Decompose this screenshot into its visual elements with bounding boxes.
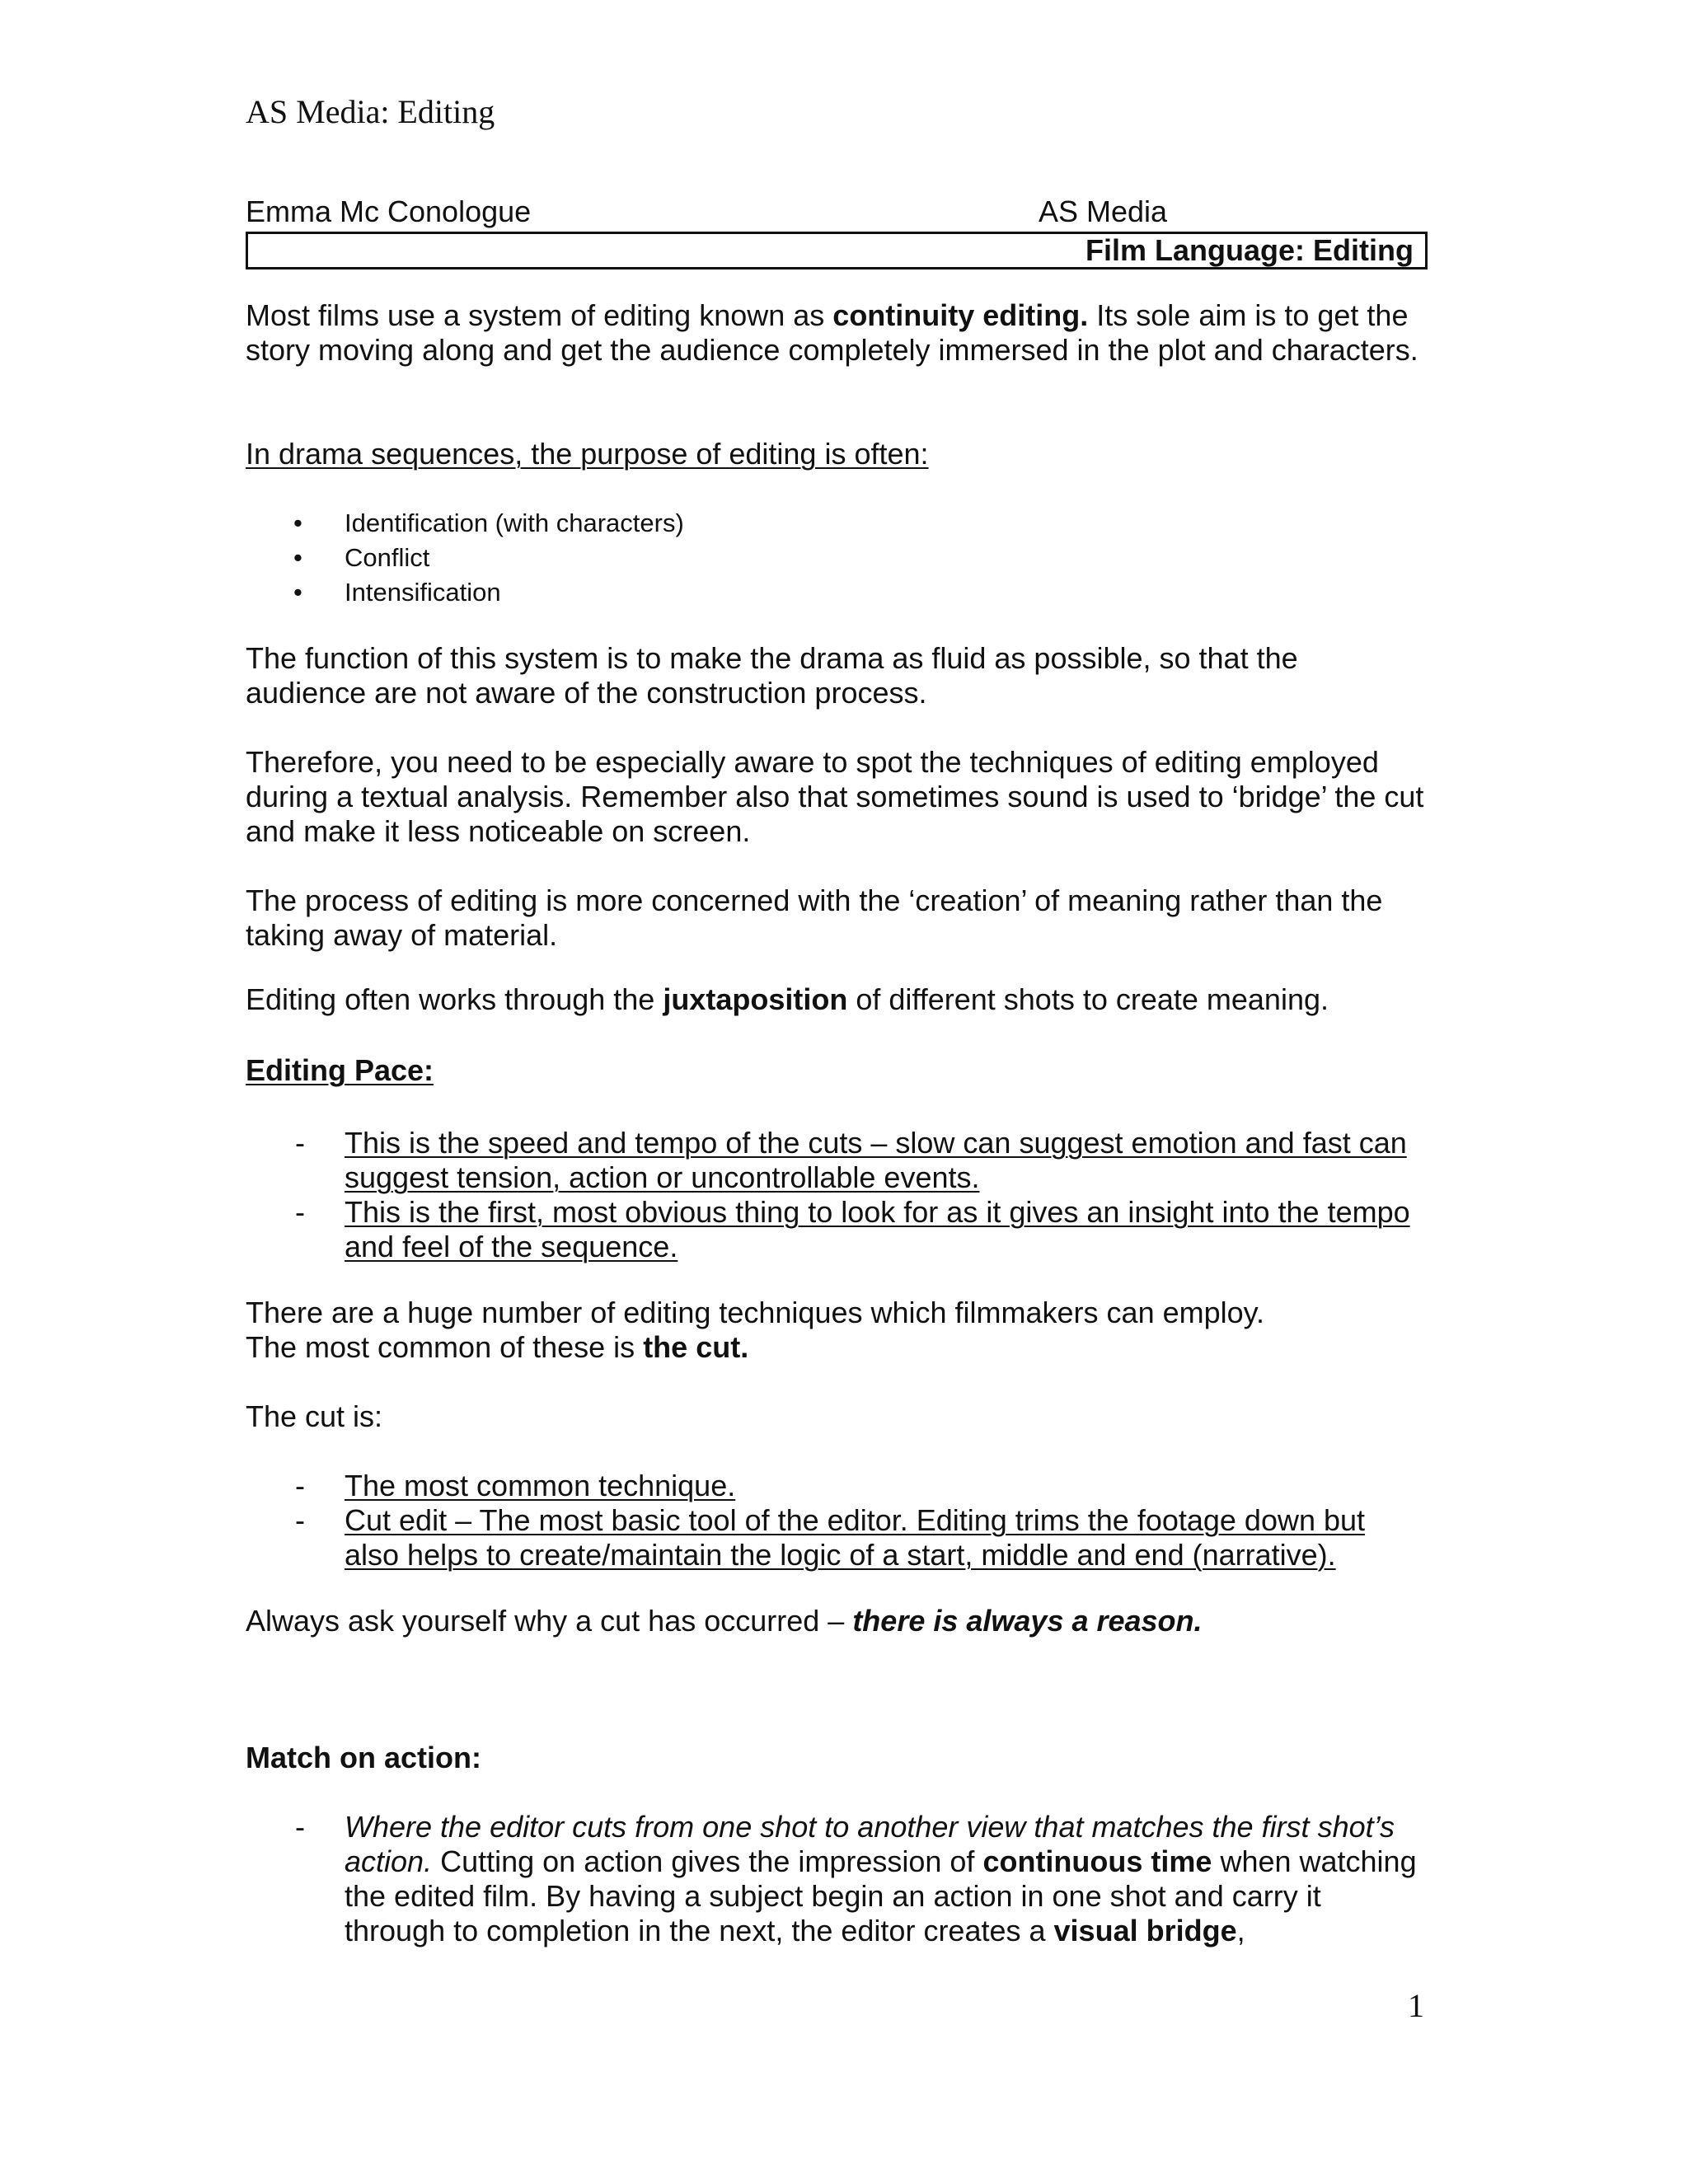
bullet-icon: • — [293, 578, 302, 607]
list-item-text: This is the speed and tempo of the cuts – slow can suggest emotion and fast can suggest tension, action or uncontrollable events. — [345, 1126, 1407, 1194]
text-run: , — [1236, 1914, 1245, 1947]
term-visual-bridge: visual bridge — [1053, 1914, 1237, 1947]
list-item — [246, 1126, 1424, 1195]
course-name: AS Media — [1039, 194, 1168, 228]
text-run: Always ask yourself why a cut has occurred – — [246, 1604, 853, 1638]
list-item — [246, 1469, 1424, 1503]
list-item — [246, 506, 684, 541]
dash-icon: - — [295, 1810, 305, 1844]
list-item — [246, 575, 684, 610]
cut-intro: The cut is: — [246, 1399, 383, 1433]
text-run: when watching the edited film. By having a subject begin an action in one shot and carry it through to completion in the next, the editor creates a — [345, 1844, 1417, 1947]
text-run: There are a huge number of editing techniques which filmmakers can employ. — [246, 1296, 1264, 1329]
text-run: Most films use a system of editing known as — [246, 298, 833, 332]
term-the-cut: the cut. — [643, 1330, 749, 1364]
page-number: 1 — [1408, 1987, 1424, 2024]
list-item — [246, 1810, 1424, 1948]
paragraph-continuity — [246, 298, 1424, 368]
term-continuity-editing: continuity editing. — [832, 298, 1089, 332]
text-run: of different shots to create meaning. — [847, 982, 1329, 1016]
editing-pace-list — [246, 1126, 1424, 1264]
dash-icon: - — [295, 1195, 305, 1229]
drama-heading: In drama sequences, the purpose of editing is often: — [246, 437, 929, 471]
definition-text: Where the editor cuts from one shot to another view that matches the first shot’s action. — [345, 1810, 1395, 1878]
list-item-text: Conflict — [345, 543, 430, 572]
paragraph-juxtaposition — [246, 982, 1424, 1017]
match-on-action-heading: Match on action: — [246, 1741, 481, 1774]
author-name: Emma Mc Conologue — [246, 194, 532, 228]
list-item — [246, 1195, 1424, 1264]
running-header: AS Media: Editing — [246, 93, 495, 130]
list-item — [246, 1503, 1424, 1572]
title-box — [246, 232, 1428, 269]
editing-pace-heading: Editing Pace: — [246, 1053, 434, 1087]
term-continuous-time: continuous time — [982, 1844, 1212, 1878]
list-item-text: Cut edit – The most basic tool of the editor. Editing trims the footage down but also helps to create/maintain the logic of a start, middle and end (narrative). — [345, 1503, 1366, 1572]
bullet-icon: • — [293, 543, 302, 572]
paragraph-techniques: Therefore, you need to be especially aware to spot the techniques of editing employed during a textual analysis. Remember also that sometimes sound is used to ‘bridge’ the cut and make it less noticeable on screen. — [246, 745, 1424, 848]
paragraph-reason — [246, 1604, 1424, 1638]
list-item-text: Intensification — [345, 578, 501, 607]
list-item — [246, 541, 684, 575]
text-run: Editing often works through the — [246, 982, 663, 1016]
term-juxtaposition: juxtaposition — [663, 982, 848, 1016]
document-title: Film Language: Editing — [1085, 233, 1414, 267]
cut-list — [246, 1469, 1424, 1572]
emphasis-reason: there is always a reason. — [852, 1604, 1203, 1638]
text-run: Its sole aim is to get the story moving along and get the audience completely immersed in the plot and characters. — [246, 298, 1418, 367]
paragraph-process: The process of editing is more concerned with the ‘creation’ of meaning rather than the taking away of material. — [246, 883, 1383, 952]
list-item-text: The most common technique. — [345, 1469, 736, 1502]
drama-purpose-list — [246, 506, 684, 610]
list-item-text: This is the first, most obvious thing to look for as it gives an insight into the tempo and feel of the sequence. — [345, 1195, 1410, 1263]
dash-icon: - — [295, 1503, 305, 1537]
text-run: Cutting on action gives the impression of — [432, 1844, 983, 1878]
match-on-action-list — [246, 1810, 1424, 1948]
dash-icon: - — [295, 1126, 305, 1160]
text-run: The most common of these is — [246, 1330, 644, 1364]
dash-icon: - — [295, 1469, 305, 1502]
bullet-icon: • — [293, 509, 302, 537]
paragraph-function: The function of this system is to make the drama as fluid as possible, so that the audience are not aware of the construction process. — [246, 641, 1298, 710]
paragraph-techniques-count — [246, 1296, 1424, 1365]
list-item-text: Identification (with characters) — [345, 509, 684, 537]
